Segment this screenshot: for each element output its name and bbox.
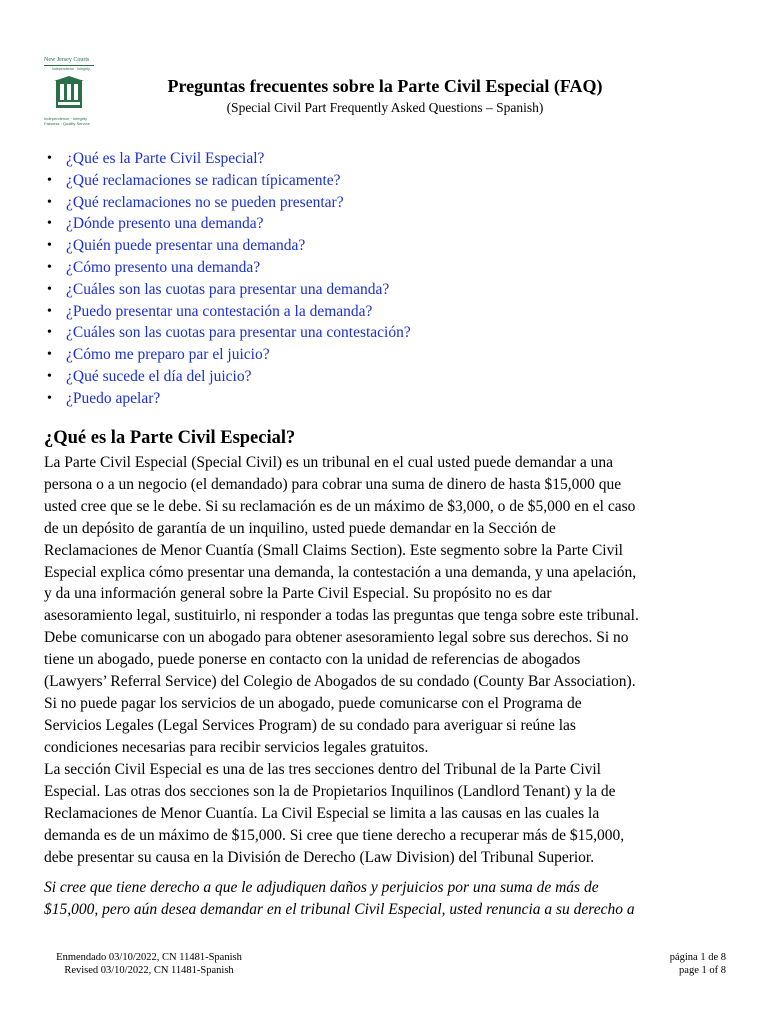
footer-page-number (670, 951, 726, 977)
toc-item (44, 301, 411, 323)
toc-item (44, 344, 411, 366)
toc-item (44, 322, 411, 344)
toc-link[interactable]: ¿Dónde presento una demanda? (66, 215, 264, 233)
toc-link[interactable]: ¿Puedo apelar? (66, 389, 161, 407)
logo-text-top: New Jersey Courts (44, 57, 90, 63)
page-number-english: page 1 of 8 (679, 965, 726, 976)
text-line: Si no puede pagar los servicios de un abogado, puede comunicarse con el Programa de (44, 694, 582, 712)
document-subtitle: (Special Civil Part Frequently Asked Questions – Spanish) (226, 100, 544, 115)
toc-item (44, 388, 411, 410)
toc-link[interactable]: ¿Qué sucede el día del juicio? (66, 367, 252, 385)
toc-link[interactable]: ¿Puedo presentar una contestación a la demanda? (66, 302, 373, 320)
text-line: La sección Civil Especial es una de las tres secciones dentro del Tribunal de la Parte Civil (44, 761, 601, 778)
paragraph-sections (44, 759, 734, 869)
toc-link[interactable]: ¿Qué reclamaciones no se pueden presentar? (66, 193, 344, 211)
toc-item (44, 279, 411, 301)
text-line: y da una información general sobre la Parte Civil Especial. Su propósito no es dar (44, 585, 552, 603)
logo-text-bottom-1: Independence · Integrity (44, 116, 88, 121)
footer-revision-spanish: Enmendado 03/10/2022, CN 11481-Spanish (56, 952, 242, 963)
text-line: usted cree que se le debe. Si su reclamación es de un máximo de $3,000, o de $5,000 en el caso (44, 497, 636, 515)
text-line: (Lawyers’ Referral Service) del Colegio de Abogados de su condado (County Bar Association). (44, 673, 636, 691)
text-line: Especial explica cómo presentar una demanda, la contestación a una demanda, y una apelación, (44, 563, 637, 581)
toc-link[interactable]: ¿Cómo presento una demanda? (66, 258, 261, 276)
toc-item (44, 148, 411, 170)
text-line: $15,000, pero aún desea demandar en el tribunal Civil Especial, usted renuncia a su derecho a (44, 900, 635, 918)
footer-revision (44, 951, 254, 977)
toc-link[interactable]: ¿Cómo me preparo par el juicio? (66, 346, 270, 364)
table-of-contents (44, 148, 411, 410)
text-line: Si cree que tiene derecho a que le adjudiquen daños y perjuicios por una suma de más de (44, 879, 599, 896)
text-line: Servicios Legales (Legal Services Program) de su condado para averiguar si reúne las (44, 716, 576, 734)
paragraph-intro (44, 452, 734, 759)
toc-link[interactable]: ¿Cuáles son las cuotas para presentar una demanda? (66, 280, 390, 298)
logo-text-sub: Independence · Integrity (52, 67, 90, 71)
text-line: La Parte Civil Especial (Special Civil) es un tribunal en el cual usted puede demandar a una (44, 454, 614, 471)
toc-item (44, 235, 411, 257)
text-line: asesoramiento legal, sustituirlo, ni responder a todas las preguntas que tenga sobre este tribunal. (44, 607, 639, 625)
toc-item (44, 213, 411, 235)
footer-revision-english: Revised 03/10/2022, CN 11481-Spanish (64, 965, 234, 976)
logo-text-bottom-2: Fairness · Quality Service (44, 121, 90, 126)
toc-item (44, 192, 411, 214)
text-line: demanda es de un máximo de $15,000. Si cree que tiene derecho a recuperar más de $15,000, (44, 826, 625, 844)
toc-item (44, 366, 411, 388)
paragraph-italic-note (44, 877, 734, 921)
text-line: tiene un abogado, puede ponerse en contacto con la unidad de referencias de abogados (44, 651, 581, 669)
text-line: Reclamaciones de Menor Cuantía. La Civil Especial se limita a las causas en las cuales la (44, 804, 600, 822)
section-heading: ¿Qué es la Parte Civil Especial? (44, 428, 296, 448)
toc-link[interactable]: ¿Cuáles son las cuotas para presentar una contestación? (66, 324, 411, 342)
text-line: Debe comunicarse con un abogado para obtener asesoramiento legal sobre sus derechos. Si no (44, 629, 629, 647)
toc-link[interactable]: ¿Quién puede presentar una demanda? (66, 237, 306, 255)
text-line: Especial. Las otras dos secciones son la de Propietarios Inquilinos (Landlord Tenant) y la de (44, 782, 616, 800)
toc-item (44, 170, 411, 192)
page-number-spanish: página 1 de 8 (669, 952, 726, 963)
text-line: de un depósito de garantía de un inquilino, usted puede demandar en la Sección de (44, 519, 556, 537)
text-line: condiciones necesarias para recibir servicios legales gratuitos. (44, 738, 429, 756)
toc-link[interactable]: ¿Qué es la Parte Civil Especial? (66, 150, 265, 167)
document-title: Preguntas frecuentes sobre la Parte Civil Especial (FAQ) (167, 76, 603, 96)
text-line: Reclamaciones de Menor Cuantía (Small Claims Section). Este segmento sobre la Parte Civil (44, 541, 623, 559)
text-line: persona o a un negocio (el demandado) para cobrar una suma de dinero de hasta $15,000 que (44, 475, 622, 493)
text-line: debe presentar su causa en la División de Derecho (Law Division) del Tribunal Superior. (44, 848, 595, 866)
toc-item (44, 257, 411, 279)
toc-link[interactable]: ¿Qué reclamaciones se radican típicamente? (66, 171, 341, 189)
